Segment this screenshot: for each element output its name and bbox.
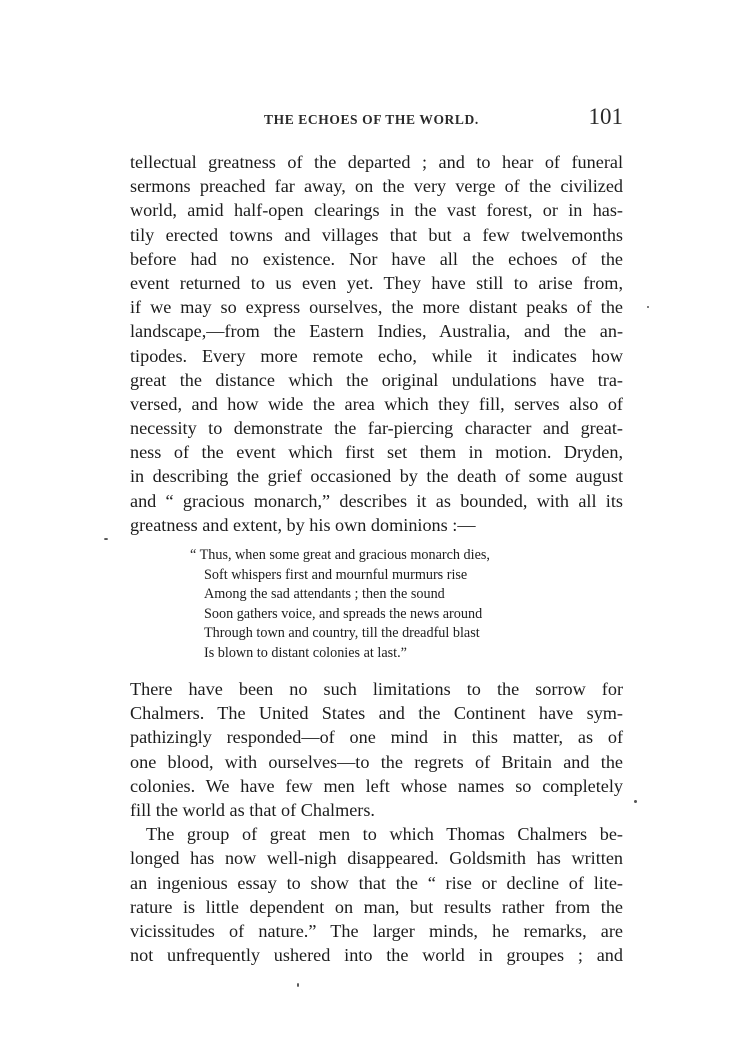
paragraph-2-and-3 — [130, 677, 623, 967]
text-line: greatness and extent, by his own dominions :— — [130, 514, 476, 535]
text-line: one blood, with ourselves—to the regrets of Britain and the — [130, 751, 623, 772]
text-line: world, amid half-open clearings in the vast forest, or in has- — [130, 200, 623, 221]
text-line: The group of great men to which Thomas Chalmers be- — [146, 824, 623, 845]
running-head — [130, 104, 623, 134]
print-speck — [104, 538, 108, 540]
text-line: landscape,—from the Eastern Indies, Australia, and the an- — [130, 321, 623, 342]
verse-line: “ Thus, when some great and gracious monarch dies, — [190, 547, 490, 563]
text-line: an ingenious essay to show that the “ rise or decline of lite- — [130, 872, 623, 893]
text-line: tipodes. Every more remote echo, while it indicates how — [130, 345, 623, 366]
page-number: 101 — [588, 104, 623, 129]
text-line: and “ gracious monarch,” describes it as bounded, with all its — [130, 490, 623, 511]
text-line: great the distance which the original undulations have tra- — [130, 369, 623, 390]
text-line: event returned to us even yet. They have still to arise from, — [130, 272, 623, 293]
verse-line: Soon gathers voice, and spreads the news around — [204, 605, 483, 622]
verse-line: Through town and country, till the dreadful blast — [204, 625, 480, 641]
print-speck — [634, 800, 637, 803]
text-line: not unfrequently ushered into the world in groupes ; and — [130, 945, 623, 966]
text-line: longed has now well-nigh disappeared. Goldsmith has written — [130, 848, 623, 869]
running-title: THE ECHOES OF THE WORLD. — [264, 112, 479, 127]
text-line: necessity to demonstrate the far-piercing character and great- — [130, 418, 623, 439]
text-line: sermons preached far away, on the very verge of the civilized — [130, 176, 623, 197]
text-line: in describing the grief occasioned by the death of some august — [130, 466, 623, 487]
text-line: Chalmers. The United States and the Continent have sym- — [130, 703, 623, 724]
text-line: rature is little dependent on man, but results rather from the — [130, 896, 623, 917]
text-line: if we may so express ourselves, the more distant peaks of the — [130, 297, 623, 318]
text-line: pathizingly responded—of one mind in this matter, as of — [130, 727, 623, 748]
verse-line: Is blown to distant colonies at last.” — [204, 644, 407, 661]
text-line: vicissitudes of nature.” The larger minds, he remarks, are — [130, 920, 623, 941]
text-line: ness of the event which first set them in motion. Dryden, — [130, 442, 623, 463]
text-line: tellectual greatness of the departed ; and to hear of funeral — [130, 152, 623, 172]
text-line: before had no existence. Nor have all the echoes of the — [130, 248, 623, 269]
print-speck — [297, 983, 299, 987]
verse-quotation — [190, 546, 570, 663]
text-line: versed, and how wide the area which they fill, serves also of — [130, 393, 623, 414]
text-line: colonies. We have few men left whose names so completely — [130, 775, 623, 796]
verse-line: Among the sad attendants ; then the sound — [204, 586, 445, 602]
paragraph-1 — [130, 150, 623, 537]
print-speck — [647, 306, 649, 308]
text-line: fill the world as that of Chalmers. — [130, 799, 375, 820]
verse-line: Soft whispers first and mournful murmurs rise — [204, 566, 468, 583]
text-line: tily erected towns and villages that but a few twelvemonths — [130, 224, 623, 245]
text-line: There have been no such limitations to the sorrow for — [130, 679, 623, 699]
